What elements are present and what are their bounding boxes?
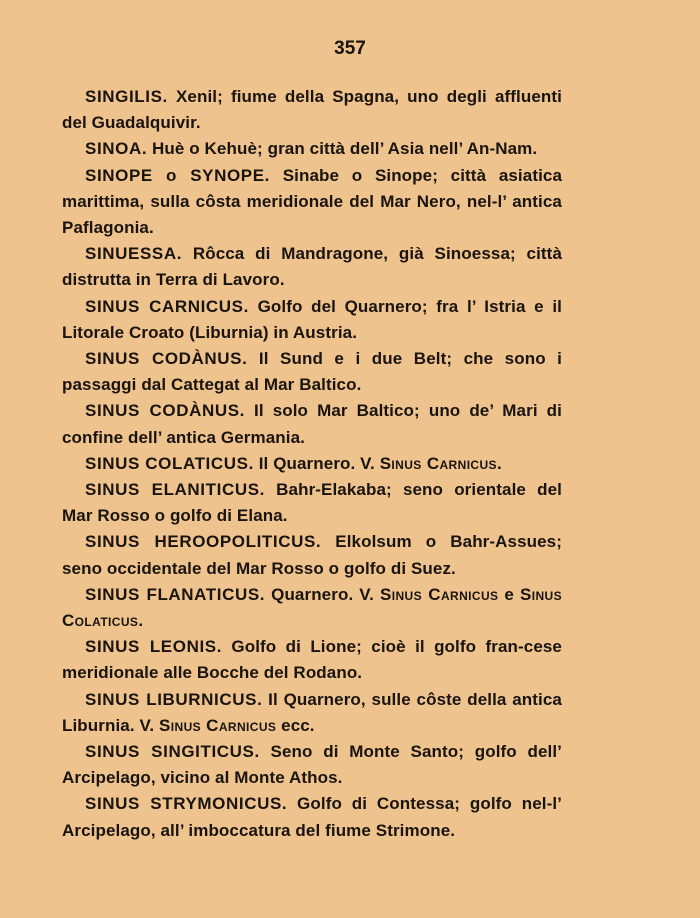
entry-sinoa (62, 136, 562, 162)
entry-tail: . (138, 611, 144, 631)
entry-headword: SINUS LEONIS. (85, 637, 223, 657)
cross-reference: Sinus Carnicus (159, 715, 277, 735)
entry-definition: Il solo Mar Baltico; uno de’ Mari di confine dell’ antica Germania. (62, 401, 562, 447)
entry-sinus-liburnicus (62, 687, 562, 739)
entry-definition: Sinabe o Sinope; città asiatica marittima, sulla côsta meridionale del Mar Nero, nel-l’ antica Paflagonia. (62, 165, 563, 238)
entry-headword: SINUS COLATICUS. (85, 453, 254, 473)
entry-sinope (62, 163, 562, 242)
entry-sinus-codanus-2 (62, 398, 562, 450)
entry-headword: SINOPE o SYNOPE. (85, 165, 271, 185)
entry-definition: Golfo di Contessa; golfo nel-l’ Arcipelago, all’ imboccatura del fiume Strimone. (62, 794, 563, 840)
entry-headword: SINUS CARNICUS. (85, 296, 249, 316)
entry-sinus-colaticus (62, 451, 562, 477)
entry-sinus-carnicus (62, 294, 562, 346)
entry-sinus-singiticus (62, 739, 562, 791)
entry-definition: Il Quarnero. V. (253, 453, 380, 473)
entry-definition: Il Sund e i due Belt; che sono i passaggi dal Cattegat al Mar Baltico. (62, 349, 562, 395)
entry-tail: . (496, 453, 502, 473)
entry-definition: Seno di Monte Santo; golfo dell’ Arcipelago, vicino al Monte Athos. (62, 742, 562, 788)
entry-headword: SINOA. (85, 139, 148, 159)
entry-headword: SINUS HEROOPOLITICUS. (85, 532, 322, 552)
entry-headword: SINGILIS. (85, 87, 168, 106)
entry-tail: ecc. (276, 715, 315, 735)
entry-sinus-flanaticus (62, 582, 562, 634)
entry-headword: SINUESSA. (85, 244, 183, 264)
entry-connector: e (498, 584, 520, 604)
entry-headword: SINUS ELANITICUS. (85, 480, 265, 500)
entry-sinus-elaniticus (62, 477, 562, 529)
entry-definition: Xenil; fiume della Spagna, uno degli affluenti del Guadalquivir. (62, 87, 562, 133)
cross-reference: Sinus Carnicus (379, 453, 497, 473)
entry-headword: SINUS SINGITICUS. (85, 742, 260, 762)
entry-definition: Quarnero. V. (265, 584, 380, 604)
entry-headword: SINUS LIBURNICUS. (85, 689, 263, 709)
entry-definition: Elkolsum o Bahr-Assues; seno occidentale del Mar Rosso o golfo di Suez. (62, 532, 562, 578)
entry-definition: Golfo di Lione; cioè il golfo fran-cese meridionale alle Bocche del Rodano. (62, 637, 562, 683)
entry-sinus-heroopoliticus (62, 529, 562, 581)
cross-reference: Sinus Colaticus (62, 584, 562, 631)
page-number: 357 (334, 38, 366, 59)
entry-sinus-codanus-1 (62, 346, 562, 398)
dictionary-entries (62, 84, 562, 844)
entry-sinus-leonis (62, 634, 562, 686)
entry-definition: Golfo del Quarnero; fra l’ Istria e il Litorale Croato (Liburnia) in Austria. (62, 296, 562, 342)
entry-headword: SINUS FLANATICUS. (85, 584, 266, 604)
entry-sinuessa (62, 241, 562, 293)
entry-headword: SINUS CODÀNUS. (85, 401, 245, 421)
entry-definition: Rôcca di Mandragone, già Sinoessa; città distrutta in Terra di Lavoro. (62, 244, 562, 290)
entry-singilis (62, 84, 562, 136)
entry-headword: SINUS STRYMONICUS. (85, 794, 288, 814)
entry-sinus-strymonicus (62, 791, 562, 843)
cross-reference: Sinus Carnicus (379, 584, 499, 604)
entry-definition: Bahr-Elakaba; seno orientale del Mar Rosso o golfo di Elana. (62, 480, 562, 526)
entry-definition: Huè o Kehuè; gran città dell’ Asia nell’ An-Nam. (147, 139, 538, 159)
entry-definition: Il Quarnero, sulle côste della antica Liburnia. V. (62, 689, 562, 735)
entry-headword: SINUS CODÀNUS. (85, 349, 248, 369)
